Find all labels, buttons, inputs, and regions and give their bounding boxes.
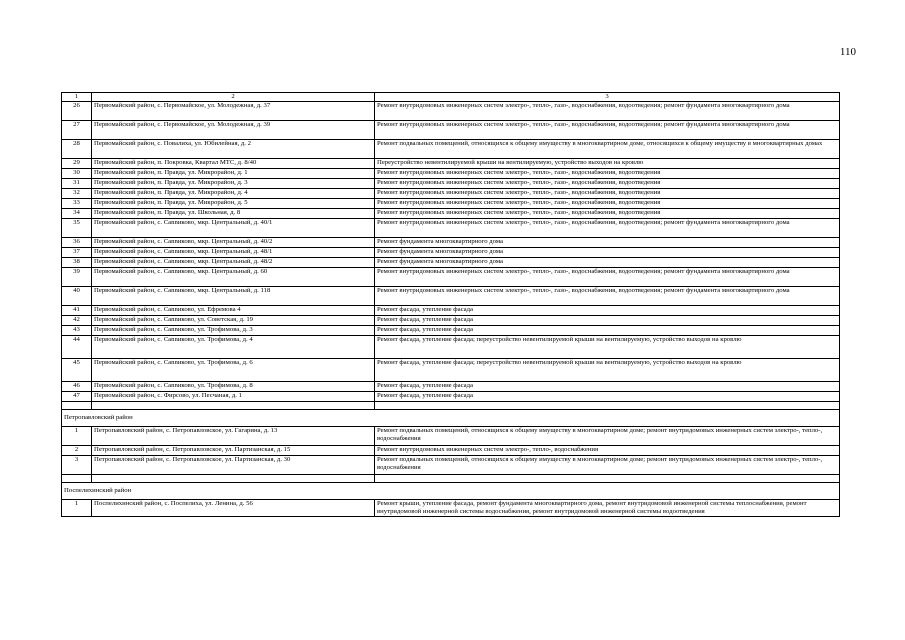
table-row: [62, 199, 840, 209]
row-number: 26: [62, 102, 92, 121]
row-address: Первомайский район, с. Фирсово, ул. Песчаная, д. 1: [92, 392, 375, 402]
row-work: Ремонт подвальных помещений, относящихся к общему имуществу в многоквартирном доме, относящихся к общему имуществу в многоквартирных домах: [375, 140, 840, 159]
row-address: Первомайский район, п. Правда, ул. Микрорайон, д. 1: [92, 169, 375, 179]
row-address: Первомайский район, п. Правда, ул. Микрорайон, д. 3: [92, 179, 375, 189]
row-number: 31: [62, 179, 92, 189]
table-header-row: [62, 93, 840, 102]
row-address: Первомайский район, с. Сannиково, ул. Советская, д. 19: [92, 316, 375, 326]
table-row: [62, 189, 840, 199]
table-row: [62, 121, 840, 140]
row-address: Петропавловский район, с. Петропавловское, ул. Партизанская, д. 30: [92, 456, 375, 475]
table-row: [62, 159, 840, 169]
row-work: Ремонт фасада, утепление фасада: [375, 326, 840, 336]
row-number: 45: [62, 359, 92, 382]
row-work: Ремонт фундамента многоквартирного дома: [375, 248, 840, 258]
row-address: Первомайский район, с. Сannиково, мкр. Центральный, д. 48/2: [92, 258, 375, 268]
row-address: Первомайский район, с. Повалиха, ул. Юбилейная, д. 2: [92, 140, 375, 159]
table-row: [62, 456, 840, 475]
table-row: [62, 336, 840, 359]
row-number: 47: [62, 392, 92, 402]
row-number: 41: [62, 306, 92, 316]
row-number: 28: [62, 140, 92, 159]
row-address: Поспелихинский район, с. Поспелиха, ул. Ленина, д. 56: [92, 500, 375, 517]
row-address: Первомайский район, с. Сannиково, ул. Трофимова, д. 4: [92, 336, 375, 359]
table-row: [62, 102, 840, 121]
row-work: Ремонт фасада, утепление фасада: [375, 316, 840, 326]
table-row: [62, 179, 840, 189]
row-address: Первомайский район, с. Сannиково, ул. Ефремова 4: [92, 306, 375, 316]
row-work: Ремонт внутридомовых инженерных систем электро-, тепло-, водоснабжения: [375, 446, 840, 456]
row-work: Ремонт крыши, утепление фасада, ремонт фундамента многоквартирного дома, ремонт внутридомовой инженерной системы теплоснабжения, ремонт внутридомовой инженерной системы водоснабжения, ремонт внутридомовой инженерной системы водоотведения: [375, 500, 840, 517]
row-work: Ремонт фасада, утепление фасада; переустройство невентилируемой крыши на вентилируемую, устройство выходов на кровлю: [375, 359, 840, 382]
table-row: [62, 359, 840, 382]
row-address: Первомайский район, с. Сannиково, мкр. Центральный, д. 118: [92, 287, 375, 306]
table-row: [62, 306, 840, 316]
row-work: Ремонт внутридомовых инженерных систем электро-, тепло-, газо-, водоснабжения, водоотведения; ремонт фундамента многоквартирного дома: [375, 268, 840, 287]
row-number: 1: [62, 427, 92, 446]
row-number: 46: [62, 382, 92, 392]
header-col-3: 3: [375, 93, 840, 102]
row-work: Ремонт внутридомовых инженерных систем электро-, тепло-, газо-, водоснабжения, водоотведения: [375, 179, 840, 189]
table-row: [62, 209, 840, 219]
section-row: [62, 410, 840, 427]
table-row: [62, 382, 840, 392]
row-number: 2: [62, 446, 92, 456]
row-number: 33: [62, 199, 92, 209]
row-address: Первомайский район, с. Сannиково, мкр. Центральный, д. 48/1: [92, 248, 375, 258]
table-row: [62, 500, 840, 517]
row-number: 30: [62, 169, 92, 179]
row-work: Ремонт внутридомовых инженерных систем электро-, тепло-, газо-, водоснабжения, водоотведения; ремонт фундамента многоквартирного дома: [375, 287, 840, 306]
row-address: Первомайский район, с. Сannиково, ул. Трофимова, д. 3: [92, 326, 375, 336]
row-work: Ремонт внутридомовых инженерных систем электро-, тепло-, газо-, водоснабжения, водоотведения; ремонт фундамента многоквартирного дома: [375, 121, 840, 140]
row-number: 37: [62, 248, 92, 258]
row-address: Первомайский район, с. Сannиково, мкр. Центральный, д. 40/2: [92, 238, 375, 248]
row-address: Первомайский район, п. Правда, ул. Микрорайон, д. 5: [92, 199, 375, 209]
row-work: Ремонт внутридомовых инженерных систем электро-, тепло-, газо-, водоснабжения, водоотведения: [375, 199, 840, 209]
table-row: [62, 248, 840, 258]
row-address: Первомайский район, с. Сannиково, мкр. Центральный, д. 40/1: [92, 219, 375, 238]
row-address: Первомайский район, п. Покровка, Квартал МТС, д. 8/40: [92, 159, 375, 169]
blank-row: [62, 475, 840, 483]
table-row: [62, 326, 840, 336]
row-work: Ремонт подвальных помещений, относящихся к общему имуществу в многоквартирном доме; ремонт внутридомовых инженерных систем электро-, тепло-, водоснабжения: [375, 427, 840, 446]
row-work: Ремонт фундамента многоквартирного дома: [375, 238, 840, 248]
row-number: 40: [62, 287, 92, 306]
table-row: [62, 258, 840, 268]
row-address: Первомайский район, с. Сannиково, ул. Трофимова, д. 8: [92, 382, 375, 392]
row-number: 29: [62, 159, 92, 169]
row-number: 42: [62, 316, 92, 326]
row-number: 36: [62, 238, 92, 248]
table-row: [62, 427, 840, 446]
row-number: 34: [62, 209, 92, 219]
page-number: 110: [839, 46, 856, 58]
table-row: [62, 219, 840, 238]
table-row: [62, 392, 840, 402]
row-work: Переустройство невентилируемой крыши на вентилируемую, устройство выходов на кровлю: [375, 159, 840, 169]
row-number: 44: [62, 336, 92, 359]
row-address: Первомайский район, п. Правда, ул. Микрорайон, д. 4: [92, 189, 375, 199]
row-address: Первомайский район, с. Сannиково, мкр. Центральный, д. 60: [92, 268, 375, 287]
table-row: [62, 140, 840, 159]
row-number: 39: [62, 268, 92, 287]
table-row: [62, 238, 840, 248]
row-work: Ремонт внутридомовых инженерных систем электро-, тепло-, газо-, водоснабжения, водоотведения; ремонт фундамента многоквартирного дома: [375, 102, 840, 121]
row-work: Ремонт фасада, утепление фасада; переустройство невентилируемой крыши на вентилируемую, устройство выходов на кровлю: [375, 336, 840, 359]
row-work: Ремонт фасада, утепление фасада: [375, 392, 840, 402]
blank-row: [62, 402, 840, 410]
row-number: 27: [62, 121, 92, 140]
row-address: Петропавловский район, с. Петропавловское, ул. Партизанская, д. 15: [92, 446, 375, 456]
row-address: Первомайский район, п. Правда, ул. Школьная, д. 8: [92, 209, 375, 219]
header-col-2: 2: [92, 93, 375, 102]
table-row: [62, 316, 840, 326]
row-number: 43: [62, 326, 92, 336]
row-work: Ремонт внутридомовых инженерных систем электро-, тепло-, газо-, водоснабжения, водоотведения: [375, 189, 840, 199]
section-row: [62, 483, 840, 500]
table-row: [62, 287, 840, 306]
row-number: 35: [62, 219, 92, 238]
row-number: 1: [62, 500, 92, 517]
row-work: Ремонт внутридомовых инженерных систем электро-, тепло-, газо-, водоснабжения, водоотведения: [375, 209, 840, 219]
row-address: Первомайский район, с. Первомайское, ул. Молодежная, д. 37: [92, 102, 375, 121]
row-number: 38: [62, 258, 92, 268]
row-address: Петропавловский район, с. Петропавловское, ул. Гагарина, д. 13: [92, 427, 375, 446]
section-title: Поспелихинский район: [62, 483, 840, 500]
row-number: 32: [62, 189, 92, 199]
table-row: [62, 446, 840, 456]
row-work: Ремонт подвальных помещений, относящихся к общему имуществу в многоквартирном доме; ремонт внутридомовых инженерных систем электро-, тепло-, водоснабжения: [375, 456, 840, 475]
table-row: [62, 169, 840, 179]
row-work: Ремонт фасада, утепление фасада: [375, 382, 840, 392]
row-work: Ремонт фундамента многоквартирного дома: [375, 258, 840, 268]
row-work: Ремонт внутридомовых инженерных систем электро-, тепло-, газо-, водоснабжения, водоотведения; ремонт фундамента многоквартирного дома: [375, 219, 840, 238]
row-number: 3: [62, 456, 92, 475]
header-col-1: 1: [62, 93, 92, 102]
section-title: Петропавловский район: [62, 410, 840, 427]
repair-list-table: [61, 92, 840, 517]
row-address: Первомайский район, с. Первомайское, ул. Молодежная, д. 39: [92, 121, 375, 140]
row-work: Ремонт внутридомовых инженерных систем электро-, тепло-, газо-, водоснабжения, водоотведения: [375, 169, 840, 179]
table-row: [62, 268, 840, 287]
row-work: Ремонт фасада, утепление фасада: [375, 306, 840, 316]
row-address: Первомайский район, с. Сannиково, ул. Трофимова, д. 6: [92, 359, 375, 382]
